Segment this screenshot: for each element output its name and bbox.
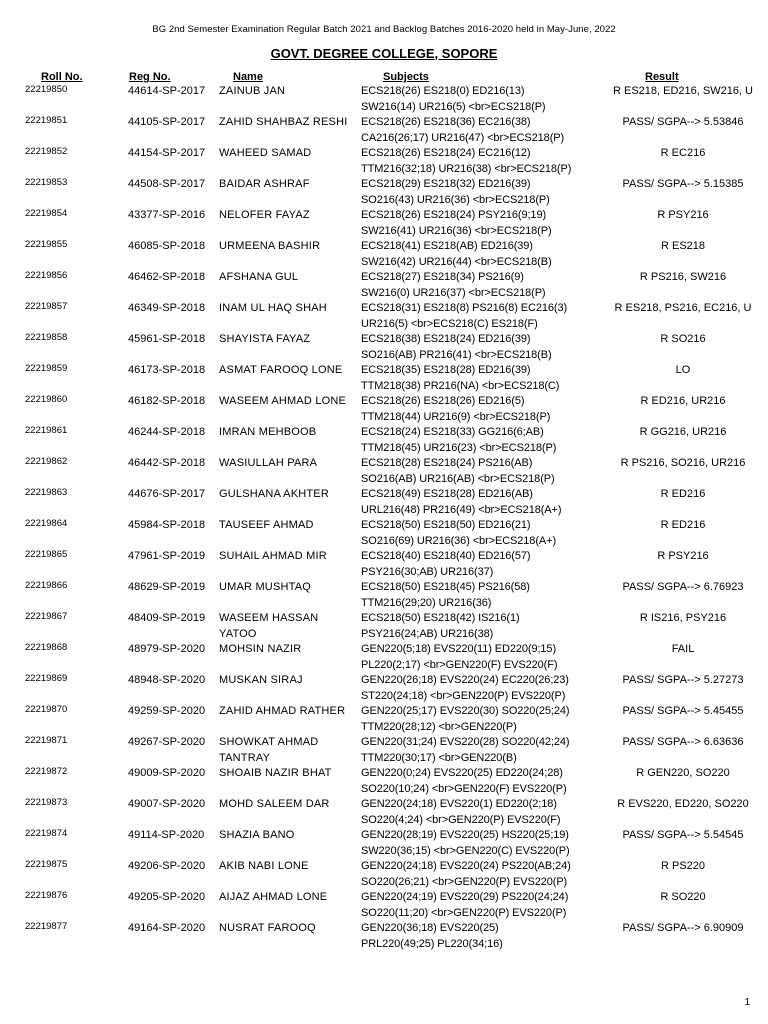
subjects-line: ECS218(24) ES218(33) GG216(6;AB) (361, 426, 544, 438)
subjects-cell (361, 84, 546, 115)
result: R PS216, SO216, UR216 (620, 457, 746, 469)
subjects-line: GEN220(36;18) EVS220(25) (361, 922, 499, 934)
registration-number: 44676-SP-2017 (128, 488, 206, 500)
table-row (0, 84, 768, 115)
student-name: WAHEED SAMAD (219, 147, 312, 159)
page-number: 1 (744, 997, 750, 1008)
table-row (0, 301, 768, 332)
roll-number: 22219877 (25, 921, 68, 932)
table-row (0, 797, 768, 828)
result: PASS/ SGPA--> 6.63636 (622, 736, 744, 748)
subjects-line: TTM216(32;18) UR216(38) <br>ECS218(P) (361, 162, 572, 175)
student-name: INAM UL HAQ SHAH (219, 302, 327, 314)
registration-number: 49267-SP-2020 (128, 736, 206, 748)
subjects-line: SO220(4;24) <br>GEN220(P) EVS220(F) (361, 813, 561, 826)
result: R PS220 (660, 860, 706, 872)
student-name: WASIULLAH PARA (219, 457, 318, 469)
student-name: MOHSIN NAZIR (219, 643, 302, 655)
subjects-line: GEN220(0;24) EVS220(25) ED220(24;28) (361, 767, 563, 779)
result: PASS/ SGPA--> 6.90909 (622, 922, 744, 934)
result: R EC216 (660, 147, 706, 159)
student-name: TAUSEEF AHMAD (219, 519, 314, 531)
roll-number: 22219851 (25, 115, 68, 126)
table-row (0, 115, 768, 146)
result: R ED216, UR216 (640, 395, 726, 407)
subjects-cell (361, 673, 569, 704)
subjects-line: ECS218(49) ES218(28) ED216(AB) (361, 488, 533, 500)
registration-number: 46442-SP-2018 (128, 457, 206, 469)
registration-number: 44614-SP-2017 (128, 85, 206, 97)
roll-number: 22219859 (25, 363, 68, 374)
subjects-cell (361, 611, 520, 642)
subjects-cell (361, 177, 550, 208)
registration-number: 45961-SP-2018 (128, 333, 206, 345)
roll-number: 22219854 (25, 208, 68, 219)
result: R GG216, UR216 (639, 426, 727, 438)
registration-number: 49206-SP-2020 (128, 860, 206, 872)
subjects-line: GEN220(24;18) EVS220(24) PS220(AB;24) (361, 860, 571, 872)
table-row (0, 394, 768, 425)
subjects-cell (361, 208, 552, 239)
roll-number: 22219860 (25, 394, 68, 405)
subjects-line: ECS218(26) ES218(0) ED216(13) (361, 85, 525, 97)
student-name: BAIDAR ASHRAF (219, 178, 310, 190)
subjects-line: ECS218(29) ES218(32) ED216(39) (361, 178, 531, 190)
result: R SO216 (660, 333, 706, 345)
roll-number: 22219872 (25, 766, 68, 777)
subjects-cell (361, 301, 567, 332)
student-name: SHAZIA BANO (219, 829, 295, 841)
subjects-line: GEN220(24;18) EVS220(1) ED220(2;18) (361, 798, 557, 810)
registration-number: 44508-SP-2017 (128, 178, 206, 190)
subjects-cell (361, 704, 569, 735)
subjects-line: TTM218(44) UR216(9) <br>ECS218(P) (361, 410, 551, 423)
result: R IS216, PSY216 (639, 612, 727, 624)
result: R PSY216 (657, 550, 709, 562)
table-row (0, 735, 768, 766)
subjects-line: SW216(42) UR216(44) <br>ECS218(B) (361, 255, 552, 268)
table-row (0, 549, 768, 580)
subjects-cell (361, 363, 559, 394)
student-name: ZAHID SHAHBAZ RESHI (219, 116, 348, 128)
result: R PSY216 (657, 209, 709, 221)
subjects-cell (361, 580, 530, 611)
subjects-cell (361, 735, 569, 766)
subjects-line: PRL220(49;25) PL220(34;16) (361, 937, 503, 950)
table-row (0, 828, 768, 859)
table-row (0, 177, 768, 208)
subjects-cell (361, 456, 555, 487)
registration-number: 49205-SP-2020 (128, 891, 206, 903)
registration-number: 48629-SP-2019 (128, 581, 206, 593)
subjects-line: URL216(48) PR216(49) <br>ECS218(A+) (361, 503, 562, 516)
student-name: SHOAIB NAZIR BHAT (219, 767, 332, 779)
result: R ES218, ED216, SW216, U (612, 85, 753, 97)
registration-number: 46173-SP-2018 (128, 364, 206, 376)
table-row (0, 332, 768, 363)
roll-number: 22219858 (25, 332, 68, 343)
exam-title: BG 2nd Semester Examination Regular Batch 2021 and Backlog Batches 2016-2020 held in May-June, 2022 (152, 24, 616, 35)
subjects-line: ECS218(26) ES218(24) PSY216(9;19) (361, 209, 547, 221)
subjects-cell (361, 890, 568, 921)
table-row (0, 766, 768, 797)
student-name: GULSHANA AKHTER (219, 488, 329, 500)
subjects-line: ECS218(35) ES218(28) ED216(39) (361, 364, 531, 376)
subjects-line: SW216(14) UR216(5) <br>ECS218(P) (361, 100, 546, 113)
table-row (0, 270, 768, 301)
roll-number: 22219873 (25, 797, 68, 808)
registration-number: 49009-SP-2020 (128, 767, 206, 779)
result: R ED216 (660, 488, 706, 500)
result: R ES218 (660, 240, 706, 252)
roll-number: 22219856 (25, 270, 68, 281)
table-row (0, 611, 768, 642)
subjects-line: GEN220(26;18) EVS220(24) EC220(26;23) (361, 674, 569, 686)
registration-number: 48948-SP-2020 (128, 674, 206, 686)
subjects-cell (361, 766, 567, 797)
roll-number: 22219865 (25, 549, 68, 560)
student-name: URMEENA BASHIR (219, 240, 321, 252)
roll-number: 22219861 (25, 425, 68, 436)
roll-number: 22219867 (25, 611, 68, 622)
subjects-line: TTM216(29;20) UR216(36) (361, 596, 492, 609)
roll-number: 22219875 (25, 859, 68, 870)
roll-number: 22219870 (25, 704, 68, 715)
subjects-cell (361, 518, 556, 549)
result: R EVS220, ED220, SO220 (617, 798, 749, 810)
subjects-line: GEN220(5;18) EVS220(11) ED220(9;15) (361, 643, 557, 655)
subjects-line: UR216(5) <br>ECS218(C) ES218(F) (361, 317, 538, 330)
column-header-result: Result (645, 71, 679, 83)
subjects-cell (361, 270, 546, 301)
student-name: UMAR MUSHTAQ (219, 581, 312, 593)
result: PASS/ SGPA--> 5.54545 (622, 829, 744, 841)
student-name: WASEEM HASSAN YATOO (219, 612, 319, 640)
subjects-line: TTM218(45) UR216(23) <br>ECS218(P) (361, 441, 557, 454)
table-row (0, 859, 768, 890)
registration-number: 44154-SP-2017 (128, 147, 206, 159)
result: R ES218, PS216, EC216, U (614, 302, 752, 314)
registration-number: 46349-SP-2018 (128, 302, 206, 314)
subjects-line: SW216(0) UR216(37) <br>ECS218(P) (361, 286, 546, 299)
student-name: AFSHANA GUL (219, 271, 299, 283)
result: PASS/ SGPA--> 5.15385 (622, 178, 744, 190)
subjects-line: ECS218(26) ES218(36) EC216(38) (361, 116, 531, 128)
result: R GEN220, SO220 (636, 767, 730, 779)
subjects-line: ECS218(41) ES218(AB) ED216(39) (361, 240, 533, 252)
subjects-line: GEN220(31;24) EVS220(28) SO220(42;24) (361, 736, 570, 748)
student-name: AKIB NABI LONE (219, 860, 309, 872)
subjects-line: SO216(69) UR216(36) <br>ECS218(A+) (361, 534, 557, 547)
student-name: NELOFER FAYAZ (219, 209, 310, 221)
table-row (0, 673, 768, 704)
subjects-line: ECS218(27) ES218(34) PS216(9) (361, 271, 524, 283)
results-table (0, 84, 768, 964)
subjects-line: ECS218(50) ES218(45) PS216(58) (361, 581, 530, 593)
roll-number: 22219852 (25, 146, 68, 157)
subjects-cell (361, 115, 564, 146)
table-row (0, 518, 768, 549)
table-row (0, 704, 768, 735)
subjects-line: TTM220(28;12) <br>GEN220(P) (361, 720, 517, 733)
registration-number: 48409-SP-2019 (128, 612, 206, 624)
subjects-line: ECS218(50) ES218(50) ED216(21) (361, 519, 531, 531)
subjects-line: PSY216(24;AB) UR216(38) (361, 627, 494, 640)
subjects-line: GEN220(24;19) EVS220(29) PS220(24;24) (361, 891, 569, 903)
subjects-cell (361, 859, 571, 890)
subjects-cell (361, 921, 503, 952)
table-row (0, 239, 768, 270)
result: LO (675, 364, 691, 376)
roll-number: 22219868 (25, 642, 68, 653)
subjects-line: PSY216(30;AB) UR216(37) (361, 565, 494, 578)
roll-number: 22219876 (25, 890, 68, 901)
subjects-line: SO220(11;20) <br>GEN220(P) EVS220(P) (361, 906, 567, 919)
subjects-line: ECS218(40) ES218(40) ED216(57) (361, 550, 531, 562)
subjects-line: SO216(AB) PR216(41) <br>ECS218(B) (361, 348, 552, 361)
registration-number: 44105-SP-2017 (128, 116, 206, 128)
table-row (0, 890, 768, 921)
student-name: ZAINUB JAN (219, 85, 286, 97)
student-name: NUSRAT FAROOQ (219, 922, 316, 934)
subjects-cell (361, 549, 530, 580)
table-row (0, 456, 768, 487)
column-header-name: Name (233, 71, 263, 83)
subjects-line: SO216(AB) UR216(AB) <br>ECS218(P) (361, 472, 555, 485)
result: PASS/ SGPA--> 5.27273 (622, 674, 744, 686)
subjects-line: GEN220(28;19) EVS220(25) HS220(25;19) (361, 829, 569, 841)
registration-number: 49164-SP-2020 (128, 922, 206, 934)
roll-number: 22219871 (25, 735, 68, 746)
subjects-line: ECS218(26) ES218(24) EC216(12) (361, 147, 531, 159)
table-row (0, 208, 768, 239)
column-header-reg: Reg No. (129, 71, 171, 83)
roll-number: 22219863 (25, 487, 68, 498)
subjects-line: ECS218(38) ES218(24) ED216(39) (361, 333, 531, 345)
roll-number: 22219855 (25, 239, 68, 250)
registration-number: 46244-SP-2018 (128, 426, 206, 438)
roll-number: 22219869 (25, 673, 68, 684)
subjects-line: ECS218(26) ES218(26) ED216(5) (361, 395, 525, 407)
student-name: ZAHID AHMAD RATHER (219, 705, 346, 717)
registration-number: 49114-SP-2020 (128, 829, 205, 841)
student-name: SUHAIL AHMAD MIR (219, 550, 327, 562)
subjects-line: SO220(10;24) <br>GEN220(F) EVS220(P) (361, 782, 567, 795)
subjects-line: ECS218(50) ES218(42) IS216(1) (361, 612, 520, 624)
subjects-line: SO220(26;21) <br>GEN220(P) EVS220(P) (361, 875, 568, 888)
subjects-cell (361, 425, 556, 456)
registration-number: 43377-SP-2016 (128, 209, 206, 221)
table-row (0, 146, 768, 177)
result: R ED216 (660, 519, 706, 531)
student-name: MUSKAN SIRAJ (219, 674, 303, 686)
result: R SO220 (660, 891, 706, 903)
student-name: ASMAT FAROOQ LONE (219, 364, 343, 376)
registration-number: 45984-SP-2018 (128, 519, 206, 531)
registration-number: 49007-SP-2020 (128, 798, 206, 810)
student-name: SHAYISTA FAYAZ (219, 333, 311, 345)
roll-number: 22219862 (25, 456, 68, 467)
result: FAIL (671, 643, 695, 655)
subjects-cell (361, 332, 552, 363)
subjects-line: PL220(2;17) <br>GEN220(F) EVS220(F) (361, 658, 558, 671)
table-row (0, 642, 768, 673)
subjects-cell (361, 828, 570, 859)
roll-number: 22219864 (25, 518, 68, 529)
table-row (0, 580, 768, 611)
subjects-line: SW220(36;15) <br>GEN220(C) EVS220(P) (361, 844, 570, 857)
student-name: IMRAN MEHBOOB (219, 426, 317, 438)
subjects-line: SO216(43) UR216(36) <br>ECS218(P) (361, 193, 550, 206)
subjects-cell (361, 394, 550, 425)
subjects-line: CA216(26;17) UR216(47) <br>ECS218(P) (361, 131, 565, 144)
subjects-line: ST220(24;18) <br>GEN220(P) EVS220(P) (361, 689, 566, 702)
subjects-cell (361, 642, 557, 673)
registration-number: 46182-SP-2018 (128, 395, 206, 407)
table-row (0, 425, 768, 456)
column-header-roll: Roll No. (41, 71, 83, 83)
subjects-line: TTM218(38) PR216(NA) <br>ECS218(C) (361, 379, 560, 392)
table-row (0, 487, 768, 518)
result: PASS/ SGPA--> 6.76923 (622, 581, 744, 593)
student-name: AIJAZ AHMAD LONE (219, 891, 328, 903)
subjects-line: ECS218(28) ES218(24) PS216(AB) (361, 457, 533, 469)
subjects-cell (361, 797, 561, 828)
college-name: GOVT. DEGREE COLLEGE, SOPORE (270, 46, 498, 61)
student-name: MOHD SALEEM DAR (219, 798, 330, 810)
roll-number: 22219857 (25, 301, 68, 312)
subjects-line: SW216(41) UR216(36) <br>ECS218(P) (361, 224, 552, 237)
result: PASS/ SGPA--> 5.53846 (622, 116, 744, 128)
roll-number: 22219874 (25, 828, 68, 839)
table-row (0, 363, 768, 394)
student-name: WASEEM AHMAD LONE (219, 395, 347, 407)
registration-number: 49259-SP-2020 (128, 705, 206, 717)
roll-number: 22219866 (25, 580, 68, 591)
roll-number: 22219853 (25, 177, 68, 188)
result: PASS/ SGPA--> 5.45455 (622, 705, 744, 717)
subjects-line: ECS218(31) ES218(8) PS216(8) EC216(3) (361, 302, 568, 314)
student-name: SHOWKAT AHMAD TANTRAY (219, 736, 319, 764)
subjects-line: TTM220(30;17) <br>GEN220(B) (361, 751, 517, 764)
subjects-cell (361, 146, 571, 177)
subjects-cell (361, 239, 552, 270)
column-header-row (0, 71, 768, 85)
subjects-cell (361, 487, 561, 518)
registration-number: 47961-SP-2019 (128, 550, 206, 562)
registration-number: 48979-SP-2020 (128, 643, 206, 655)
roll-number: 22219850 (25, 84, 68, 95)
column-header-subjects: Subjects (383, 71, 429, 83)
subjects-line: GEN220(25;17) EVS220(30) SO220(25;24) (361, 705, 570, 717)
table-row (0, 921, 768, 952)
result: R PS216, SW216 (639, 271, 727, 283)
registration-number: 46085-SP-2018 (128, 240, 206, 252)
registration-number: 46462-SP-2018 (128, 271, 206, 283)
